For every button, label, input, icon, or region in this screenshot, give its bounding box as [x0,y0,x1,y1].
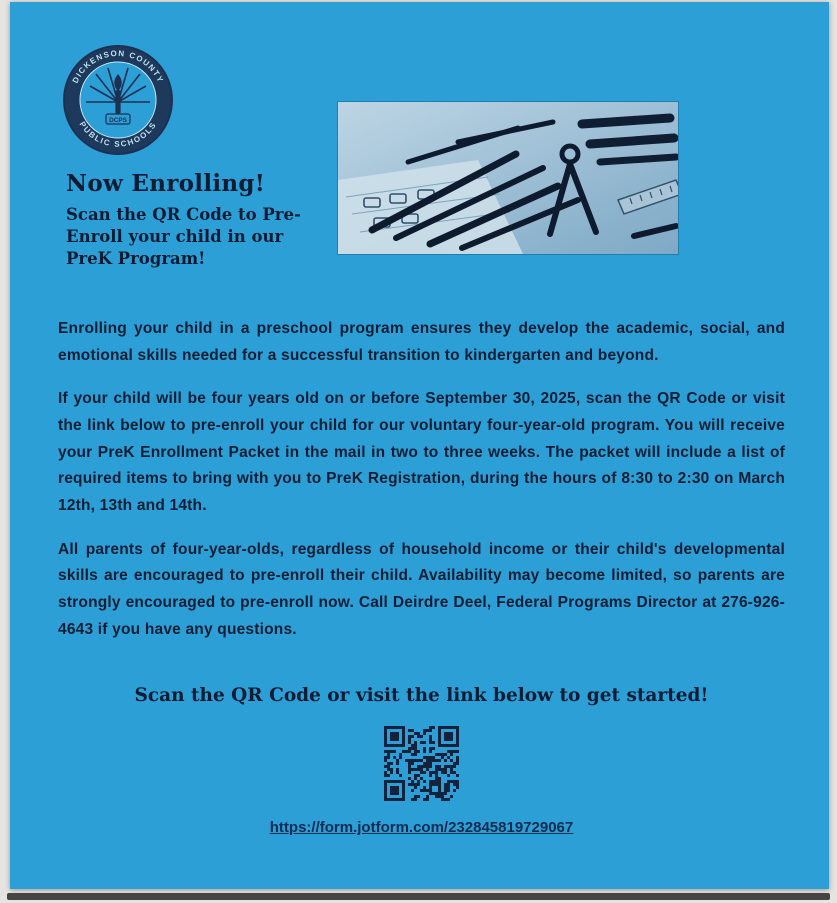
flyer-title: Now Enrolling! [66,170,266,197]
flyer-page [10,2,829,889]
paragraph-intro: Enrolling your child in a preschool program ensures they develop the academic, social, and emotional skills needed for a successful transition to kindergarten and beyond. [58,320,785,364]
flyer-body [58,316,785,837]
torch-icon [114,74,122,91]
pencils-photo [338,102,678,254]
cta-heading: Scan the QR Code or visit the link below to get started! [134,685,709,707]
qr-section [58,726,785,806]
qr-code [384,726,459,801]
seal-top-text: DICKENSON COUNTY [70,48,166,85]
paragraph-eligibility: If your child will be four years old on or before September 30, 2025, scan the QR Code or visit the link below to pre-enroll your child for our voluntary four-year-old program. You will receive your PreK Enrollment Packet in the mail in two to three weeks. The packet will include a list of required items to bring with you to PreK Registration, during the hours of 8:30 to 2:30 on March 12th, 13th and 14th. [58,390,785,514]
scan-edge [7,893,830,900]
link-row [58,819,785,837]
enrollment-link[interactable]: https://form.jotform.com/232845819729067 [269,819,574,837]
seal-bottom-text: PUBLIC SCHOOLS [77,119,159,149]
seal-center-text: DCPS [109,116,127,124]
flyer-header [66,170,326,270]
paragraph-contact: All parents of four-year-olds, regardless of household income or their child's developmental skills are encouraged to pre-enroll their child. Availability may become limited, so parents are strongly encouraged to pre-enroll now. Call Deirdre Deel, Federal Programs Director at 276-926-4643 if you have any questions. [58,540,785,638]
school-seal-logo [62,44,174,156]
flyer-subtitle: Scan the QR Code to Pre-Enroll your child in our PreK Program! [66,205,301,269]
